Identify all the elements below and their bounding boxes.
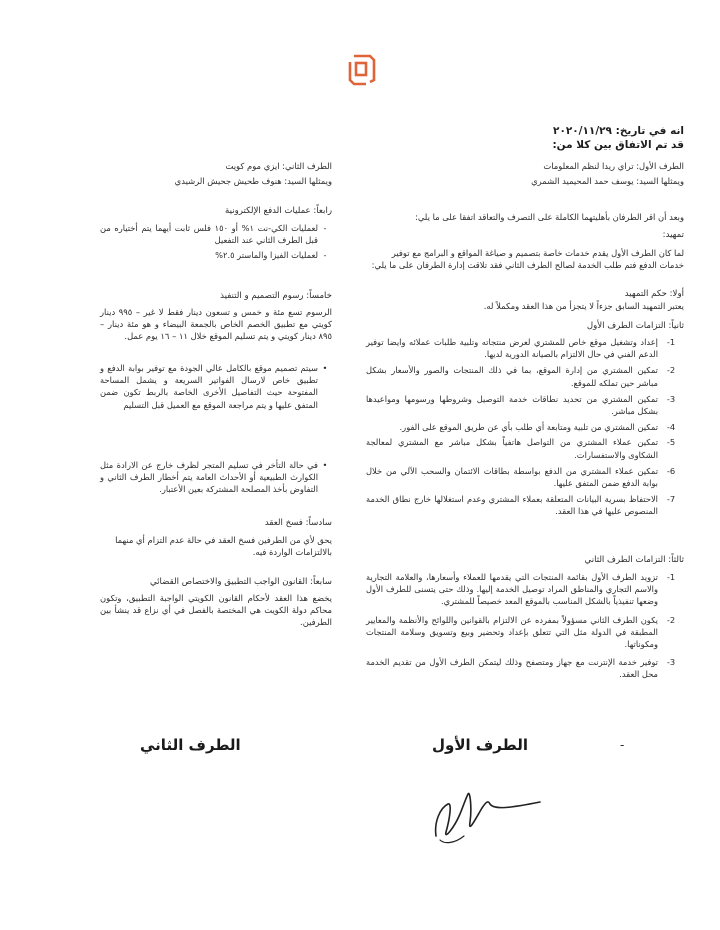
item-text: الاحتفاظ بسرية البيانات المتعلقة بعملاء المشتري وعدم استغلالها خارج نطاق الخدمة المنصوص عليها في هذا العقد. (366, 494, 658, 517)
section-6-text: يحق لأي من الطرفين فسخ العقد في حالة عدم التزام أي منهما بالالتزامات الواردة فيه. (115, 535, 332, 557)
item-number: 3- (666, 393, 676, 404)
intro-text: لما كان الطرف الأول يقدم خدمات خاصة بتصميم و صياغة المواقع و البرامج مع توفير خدمات الدفع فتم طلب الخدمة لصالح الطرف الثاني فقد تلاقت إدارة الطرفان على ما يلي: (371, 248, 684, 270)
signature-dash: - (620, 738, 625, 752)
item-number: 5- (666, 437, 676, 448)
list-item (100, 362, 332, 411)
section-4 (100, 205, 332, 262)
item-bullet: - (323, 250, 327, 261)
item-number: 2- (666, 365, 676, 376)
item-text: تمكين المشتري من تلبية ومتابعة أي طلب بأي عن طريق الموقع على الفور. (399, 422, 658, 433)
first-party (366, 160, 684, 187)
list-item (366, 571, 684, 608)
section-2-title: ثانياً: التزامات الطرف الأول (586, 321, 684, 331)
date-line: انه في تاريخ: ٢٠٢٠/١١/٢٩ (553, 125, 684, 137)
section-7-text: يخضع هذا العقد لأحكام القانون الكويتي الواجبة التطبيق، وتكون محاكم دولة الكويت هي المختصة بالفصل في أي نزاع قد ينشأ بين الطرفين. (100, 593, 332, 627)
item-text: لعمليات الكي-نت ١% أو ١٥٠ فلس ثابت أيهما يتم أختياره من قبل الطرف الثاني عند التفعيل (100, 223, 318, 246)
section-3-title: ثالثاً: التزامات الطرف الثاني (584, 555, 684, 565)
section-5-bullet-1 (100, 362, 332, 411)
first-party-signature-label: الطرف الأول (432, 736, 529, 754)
item-text: يكون الطرف الثاني مسؤولاً بمفرده عن الالتزام بالقوانين واللوائح والأنظمة والمعايير المطبقة في الدولة مثل التي تتعلق بإعداد وتحضير وبيع وتسويق وسلامة المنتجات ومكوناتها. (366, 614, 658, 650)
item-bullet: • (322, 460, 328, 470)
section-1 (366, 288, 684, 312)
section-7-title: سابعاً: القانون الواجب التطبيق والاختصاص القضائي (149, 577, 332, 587)
list-item (100, 459, 332, 496)
section-6 (100, 517, 332, 558)
item-text: توفير خدمة الإنترنت مع جهاز ومتصفح وذلك ليتمكن الطرف الأول من تقديم الخدمة محل العقد. (366, 657, 658, 680)
item-text: تمكين المشتري من تحديد نطاقات خدمة التوصيل وشروطها ورسومها ومواعيدها بشكل مباشر. (366, 393, 658, 417)
second-party-label: الطرف الثاني: ايزي موم كويت (225, 161, 332, 171)
item-number: 1- (666, 337, 676, 347)
item-text: سيتم تصميم موقع بالكامل عالي الجودة مع توفير بوابة الدفع و تطبيق خاص لارسال الفواتير السريعة و يشمل المساحة المفتوحة حيث التفاصيل الأخرى الخاصة بالربط تكون ضمن المتفق عليها و يتم مراجعة الموقع مع العميل قبل التسليم (100, 363, 318, 410)
list-item (366, 614, 684, 651)
second-party-signature-label: الطرف الثاني (140, 736, 241, 754)
item-text: تمكين عملاء المشتري من التواصل هاتفياً بشكل مباشر مع المشتري لمعالجة الشكاوى والاستفسارات. (366, 437, 658, 460)
agreement-line: قد تم الاتفاق بين كلا من: (552, 139, 684, 151)
contract-header (366, 124, 684, 152)
second-party (100, 160, 332, 187)
list-item (366, 465, 684, 489)
item-bullet: • (322, 363, 328, 373)
list-item (366, 421, 684, 433)
item-number: 4- (666, 422, 676, 433)
section-6-title: سادساً: فسخ العقد (264, 518, 332, 528)
section-1-title: أولا: حكم التمهيد (624, 289, 684, 299)
list-item (366, 393, 684, 417)
list-item (366, 336, 684, 360)
section-4-title: رابعاً: عمليات الدفع الإلكترونية (225, 206, 332, 216)
list-item (366, 493, 684, 517)
list-item (366, 436, 684, 460)
section-5-title: خامساً: رسوم التصميم و التنفيذ (220, 291, 332, 301)
section-5-text: الرسوم تسع مئة و خمس و تسعون دينار فقط لا غير – ٩٩٥ دينار كويتي مع تطبيق الخصم الخاص بالجمعة البيضاء و هو مئة دينار – ٨٩٥ دينار كويتي و يتم تسليم الموقع خلال ١١ – ١٦ يوم عمل. (100, 307, 332, 341)
item-number: 6- (666, 465, 676, 476)
section-7 (100, 576, 332, 628)
preamble-text: وبعد أن اقر الطرفان بأهليتهما الكاملة على التصرف والتعاقد اتفقا على ما يلي: (415, 212, 684, 222)
preamble (366, 211, 684, 271)
item-text: لعمليات الفيزا والماستر ٢.٥% (215, 250, 318, 261)
item-text: في حالة التأخر في تسليم المتجر لظرف خارج عن الارادة مثل الكوارث الطبيعية أو الأحداث العامة يتم أخطار الطرف الثاني و التفاوض بأخذ المصلحة المشتركة بعين الأعتبار. (100, 460, 318, 495)
item-text: تزويد الطرف الأول بقائمة المنتجات التي يقدمها للعملاء وأسعارها، والعلامة التجارية والاسم التجاري والمناطق المراد توصيل الخدمة إليها. وذلك حتى يتسنى للطرف الأول وضعها تنفيذياً بالشكل المناسب بالموقع المعد خصيصاً للمشتري. (366, 572, 658, 607)
section-3 (366, 554, 684, 681)
list-item (366, 364, 684, 388)
item-text: تمكين المشتري من إدارة الموقع، بما في ذلك المنتجات والصور والأسعار بشكل مباشر حين تملكه للموقع. (366, 365, 658, 388)
second-party-rep: ويمثلها السيد: هنوف طحيش جحيش الرشيدي (174, 176, 332, 186)
list-item (100, 222, 332, 246)
handwritten-signature (430, 778, 550, 848)
item-number: 1- (666, 572, 676, 582)
first-party-rep: ويمثلها السيد: يوسف حمد المحيميد الشمري (531, 176, 684, 186)
list-item (100, 249, 332, 261)
item-number: 2- (666, 614, 676, 625)
item-bullet: - (323, 223, 327, 233)
section-1-text: يعتبر التمهيد السابق جزءاً لا يتجزأ من هذا العقد ومكملاً له. (483, 301, 684, 311)
section-5-bullet-2 (100, 459, 332, 496)
item-text: إعداد وتشغيل موقع خاص للمشتري لعرض منتجاته وتلبية طلبات عملائه وايضا توفير الدعم الفني في حال الالتزام بالصيانة الدورية لديها. (366, 337, 658, 360)
list-item (366, 656, 684, 680)
section-2 (366, 320, 684, 518)
item-number: 7- (666, 494, 676, 505)
company-logo-icon (344, 52, 378, 86)
item-text: تمكين عملاء المشتري من الدفع بواسطة بطاقات الائتمان والسحب الآلي من خلال بوابة الدفع ضمن المتفق عليها. (366, 465, 658, 489)
section-5 (100, 290, 332, 342)
first-party-label: الطرف الأول: تراي ريدا لنظم المعلومات (543, 161, 684, 171)
item-number: 3- (666, 657, 676, 668)
intro-title: تمهيد: (662, 230, 684, 240)
